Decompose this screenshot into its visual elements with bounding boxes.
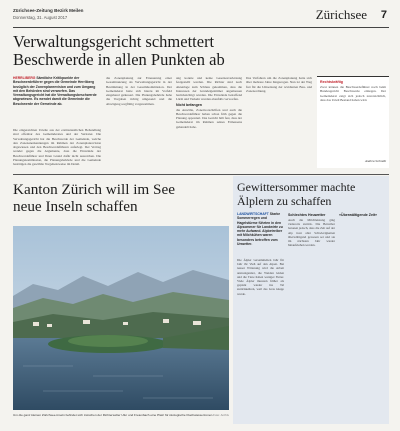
lake-photo xyxy=(13,226,229,410)
side-headline-line: Gewittersommer machte xyxy=(237,180,356,194)
side-headline xyxy=(237,180,387,208)
lead-column-text: Das Verfahren um die Zonenplanung hatte sich über mehrere Jahre hingezogen. Nun ist der Weg frei für die Umsetzung der revidierten Bau- und Zonenordnung. xyxy=(246,76,312,93)
commentary-kicker: Rechtskräftig xyxy=(320,80,343,84)
side-headline-line: Älplern zu schaffen xyxy=(237,194,332,208)
side-lede-text: Starke Sommerregen und Hagelstürme führten in den Alpsommer für Landwirte zu mehr Aufwand. Alpbetreiber mit Milchkühen waren besonders betroffen vom Unwetter. xyxy=(237,212,283,247)
lead-column-3 xyxy=(176,76,242,172)
lead-kicker: HERRLIBERG xyxy=(13,76,36,80)
lead-column-2 xyxy=(106,76,172,172)
paper-name: Zürichsee-Zeitung Bezirk Meilen xyxy=(13,8,84,13)
second-headline-line: neue Inseln schaffen xyxy=(13,198,138,215)
lead-column-4 xyxy=(246,76,312,172)
second-headline xyxy=(13,181,228,215)
byline: Andrea Schmidt xyxy=(364,159,386,163)
lead-column-1: Die eingereichten Urteile aus der erstinstanzlichen Behandlung sind offenbar des Gemeinderates und der Vertreter. Die Verwaltungsgericht hat die Beschwerde der Gemeinde, welche den Zonenanerkennungen im Rahmen der Zonenplanrevision abgewiesen und den Beschwerdeführern auferlegt. Der Vertrag wendet gegen die Argumente, dass die Einwände der Beschwerdeführer und Ihren Grund dafür nicht ausreichen. Die Planungskommission, die Planungsbehörde und die Gemeinde bestätigen die gewählte Vorgehensweise im Detail. xyxy=(13,128,101,166)
lead-lede xyxy=(13,76,101,106)
lead-subhead: Nicht befangen xyxy=(176,102,202,107)
lead-headline-line: Beschwerde in allen Punkten ab xyxy=(13,50,225,69)
commentary-text: Zwar können die Beschwerdeführer noch beim Bundesgericht Beschwerde einlegen. Der Gemeinderat zeigt sich jedoch zuversichtlich, dass das Urteil Bestand haben wird. xyxy=(320,85,386,102)
side-kicker: LANDWIRTSCHAFT xyxy=(237,212,269,216)
side-column-1 xyxy=(237,258,284,422)
lake-photo-image xyxy=(13,226,229,410)
side-subhead: Schlechtes Heuwetter xyxy=(288,213,326,217)
lead-headline-line: Verwaltungsgericht schmettert xyxy=(13,32,215,51)
lead-column-text: die Anwälte, Zonenvorschriften und auch die Beschwerdeführer haben schon früh gegen die Planung opponiert. Das Gericht hält fest, dass der Gemeinderat im Rahmen seines Ermessens gehandelt habe. xyxy=(176,107,242,129)
lead-column-text: die Zonenplanung zur Erneuerung einer Gesamtnutzung als Verwaltungsgericht in der Bestimmung in der Gesamtkommission. Der Gemeinderat hatte sich hierzu im Vorfeld eingehend geäussert. Die Planungsbehörde habe die Vorgaben richtig umgesetzt und die Abwägung sorgfältig vorgenommen. xyxy=(106,76,172,106)
page-number: 7 xyxy=(380,9,387,21)
section-divider xyxy=(13,174,389,175)
side-column-3 xyxy=(339,212,386,422)
side-lede xyxy=(237,212,284,246)
paper-date: Donnerstag, 31. August 2017 xyxy=(13,15,68,20)
photo-caption: Um die ganz kleinen Zürichsee-Inseln befindet sich zwischen der Richterswiler Ufer und Freienbach eine Platz für ökologische Flachwasserzonen. xyxy=(13,413,214,417)
photo-credit: Foto: Archiv xyxy=(213,413,229,417)
side-column-text: Die Älpler versammelten Jahr für Jahr ihr Vieh auf den Alpen. Bei nasser Witterung wird die Arbeit anstrengender, die Weiden leiden und die Tiere haben weniger Futter. Viele Älpler mussten früher als geplant wieder ins Tal zurückkehren, weil das Gras knapp wurde. xyxy=(237,258,284,296)
second-headline-line: Kanton Zürich will im See xyxy=(13,181,175,198)
masthead xyxy=(13,6,389,28)
lead-lede-text: Sämtliche Kritikpunkte der Beschwerdeführer gegen die Gemeinde Herrliberg bezüglich der Zonenplanrevision und zum Umgang mit den Behörden sind verworfen. Das Verwaltungsgericht hat die Verwaltungsbeschwerde abgewiesen. Es wendet damit die Gemeinde die Beschwerde der Gemeinde ab. xyxy=(13,76,97,106)
side-column-text: Auch die Milchleistung ging vielerorts zurück. Die Betreiber betonen jedoch, dass die Zeit auf der Alp trotz aller Schwierigkeiten überwältigend gewesen sei und sie im nächsten Jahr wieder hinaufziehen werden. xyxy=(288,218,335,248)
section-title: Zürichsee xyxy=(315,7,367,22)
commentary-box xyxy=(317,76,389,168)
lead-headline xyxy=(13,33,389,69)
side-column-2 xyxy=(288,212,335,422)
lead-column-text: ung konnte und keine Gesetzesverletzung festgestellt werden. Die Richter sind nach Aktenlage zum Schluss gekommen, dass die Interessen der Grundeigentümer angemessen berücksichtigt wurden. Die Einwände betreffend Lärm und Verkehr wurden ebenfalls verworfen. xyxy=(176,76,242,102)
side-subhead: «Überwältigende Zeit» xyxy=(339,213,378,217)
